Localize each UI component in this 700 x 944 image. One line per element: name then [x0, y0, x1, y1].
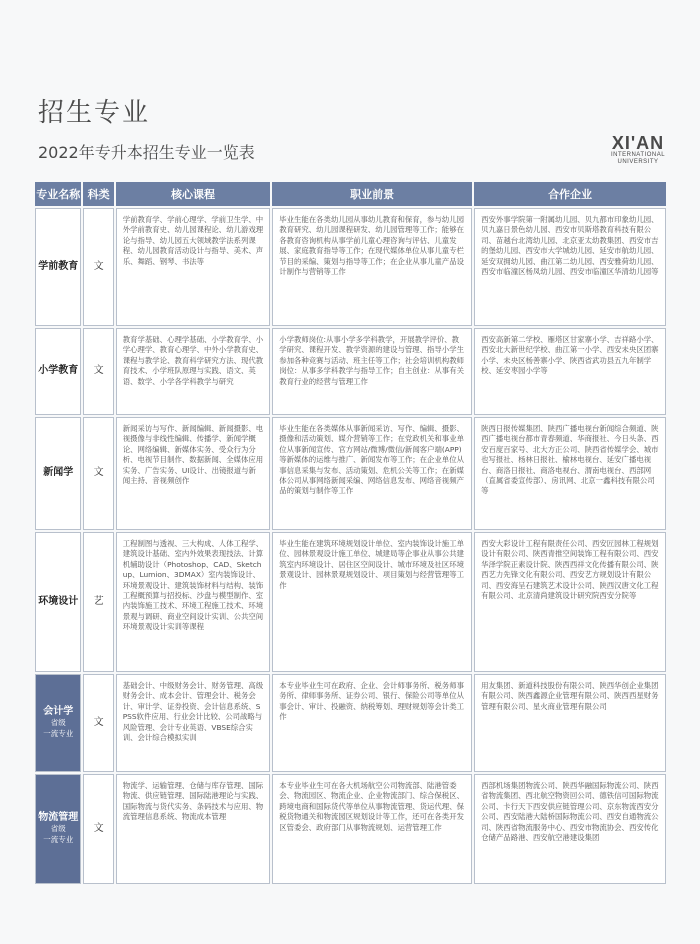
career-prospects: 毕业生能在各类幼儿园从事幼儿教育和保育，参与幼儿园教育研究、幼儿园课程研发、幼儿园管理等工作；能够在各教育咨询机构从事学前儿童心理咨询与评估、儿童发展、家庭教育指导等工作；在现代媒体单位从事儿童专栏节目的采编、策划与指导等工作；在企业从事儿童产品设计制作与营销等工作: [272, 208, 472, 326]
major-category: 文: [83, 674, 113, 772]
major-category: 文: [83, 417, 113, 530]
header-career-prospects: 职业前景: [272, 182, 472, 206]
major-category: 文: [83, 208, 113, 326]
major-level-note: 省级: [50, 718, 66, 728]
major-name: 学前教育: [35, 208, 81, 326]
majors-table: [33, 180, 668, 886]
major-category: 文: [83, 328, 113, 415]
header-partners: 合作企业: [474, 182, 666, 206]
major-name: 新闻学: [35, 417, 81, 530]
table-row: [35, 674, 666, 772]
major-name-cell: [35, 774, 81, 884]
career-prospects: 毕业生能在建筑环境规划设计单位、室内装饰设计施工单位、园林景观设计施工单位、城建局等企事业从事公共建筑室内环境设计、居住区空间设计、城市环境及社区环境景观设计、园林景观规划设计、项目策划与经营管理等工作: [272, 532, 472, 672]
career-prospects: 本专业毕业生可在各大机场航空公司物流部、陆港管委会、物流园区、物流企业、企业物流部门、综合保税区、跨境电商和国际货代等单位从事物流管理、货运代理、保税货物通关和物流园区规划设计等工作，还可在各类开发区管委会、政府部门从事物流规划、运营管理工作: [272, 774, 472, 884]
table-row: [35, 328, 666, 415]
career-prospects: 本专业毕业生可在政府、企业、会计师事务所、税务师事务所、律师事务所、证券公司、银行、保险公司等单位从事会计、审计、投融资、纳税筹划、理财规划等会计类工作: [272, 674, 472, 772]
career-prospects: 毕业生能在各类媒体从事新闻采访、写作、编辑、摄影、摄像和活动策划、媒介营销等工作；在党政机关和事业单位从事新闻宣传、官方网站/微博/微信/新闻客户端(APP)等新媒体的运维与推广、新闻发布等工作；在企业单位从事信息采集与发布、活动策划、危机公关等工作；在新媒体公司从事网络新闻采编、网络信息发布、网络音视频产品的策划与制作等工作: [272, 417, 472, 530]
table-row: [35, 417, 666, 530]
core-courses: 基础会计、中级财务会计、财务管理、高级财务会计、成本会计、管理会计、税务会计、审计学、证券投资、会计信息系统、SPSS软件应用、行业会计比较、公司战略与风险管理、会计专业英语、VBSE综合实训、会计综合模拟实训: [116, 674, 270, 772]
header-core-courses: 核心课程: [116, 182, 270, 206]
major-honor-note: 一流专业: [43, 729, 74, 739]
major-level-note: 省级: [50, 824, 66, 834]
major-name: 会计学: [43, 705, 74, 717]
partner-companies: 西部机场集团物流公司、陕西华融国际物流公司、陕西省物流集团、西北航空物资回公司、德铁信可国际物流公司、卡行天下西安供应链管理公司、京东物流西安分公司、西安陆港大陆桥国际物流公司、西安自通物流公司、陕西省物流服务中心、西安市物流协会、西安传化仓储产品路港、西安航空港建设集团: [474, 774, 666, 884]
partner-companies: 西安外事学院第一附属幼儿园、贝九都市印象幼儿园、贝九嘉日景色幼儿园、西安市贝斯塔教育科技有限公司、苗越台北湾幼儿园、北京亚太幼教集团、西安市吉的堡幼儿园、西安市大学城幼儿园、延安市航幼儿园、延安双拥幼儿园、曲江第二幼儿园、西安雅荷幼儿园、西安市临潼区杨凤幼儿园、西安市临潼区华清幼儿园等: [474, 208, 666, 326]
header-major-name: 专业名称: [35, 182, 81, 206]
logo-main-text: XI'AN: [611, 133, 665, 153]
major-name: 小学教育: [35, 328, 81, 415]
page-title: 招生专业: [38, 98, 151, 128]
major-category: 文: [83, 774, 113, 884]
major-name: 环境设计: [35, 532, 81, 672]
table-row: [35, 532, 666, 672]
core-courses: 物流学、运输管理、仓储与库存管理、国际物流、供应链管理、国际陆港理论与实践、国际物流与货代实务、条码技术与应用、物流管理信息系统、物流成本管理: [116, 774, 270, 884]
header-category: 科类: [83, 182, 113, 206]
partner-companies: 西安大彩设计工程有限责任公司、西安匠园林工程规划设计有限公司、陕西青推空间装饰工程有限公司、西安华泽学院正素设计院、陕西西祥文化传播有限公司、陕西艺力先锋文化有限公司、西安艺方规划设计有限公司、西安海呈石建筑艺术设计公司、陕西汉唐文化工程有限公司、北京清尚建筑设计研究院西安分院等: [474, 532, 666, 672]
major-honor-note: 一流专业: [43, 835, 74, 845]
major-category: 艺: [83, 532, 113, 672]
table-row: [35, 208, 666, 326]
table-row: [35, 774, 666, 884]
partner-companies: 用友集团、新道科技股份有限公司、陕西华创企业集团有限公司、陕西鑫源企业管理有限公司、陕西西星财务管理有限公司、星火商业管理有限公司: [474, 674, 666, 772]
partner-companies: 陕西日报传媒集团、陕西广播电视台新闻综合频道、陕西广播电视台都市青春频道、华商报社、今日头条、西安百度百家号、北大方正公司、陕西省传媒学会、城市也写报社、杨林日报社、榆林电视台、延安广播电视台、商洛日报社、商洛电视台、渭南电视台、西部网（直属省委宣传部）、房讯网、北京一鑫科技有限公司等: [474, 417, 666, 530]
core-courses: 学前教育学、学前心理学、学前卫生学、中外学前教育史、幼儿园课程论、幼儿游戏理论与指导、幼儿园五大领域教学法系列课程、幼儿园教育活动设计与指导、美术、声乐、舞蹈、钢琴、书法等: [116, 208, 270, 326]
table-header-row: [35, 182, 666, 206]
logo-line-1: INTERNATIONAL: [610, 152, 666, 158]
core-courses: 教育学基础、心理学基础、小学教育学、小学心理学、教育心理学、中外小学教育史、课程与教学论、教育科学研究方法、现代教育技术、小学班队原理与实践、语文、英语、数学、小学各学科教学与研究: [116, 328, 270, 415]
university-logo: [608, 134, 668, 166]
page-subtitle: 2022年专升本招生专业一览表: [38, 143, 255, 162]
core-courses: 工程制图与透视、三大构成、人体工程学、建筑设计基础、室内外效果表现技法、计算机辅助设计（Photoshop、CAD、Sketchup、Lumion、3DMAX）室内装饰设计、环境景观设计、建筑装饰材料与结构、装饰工程概预算与招投标、沙盘与模型制作、室内装饰施工技术、环境工程施工技术、环境景观与调研、商业空间设计实训、公共空间环境景观设计实训等课程: [116, 532, 270, 672]
partner-companies: 西安高新第二学校、雁塔区甘家寨小学、吉祥路小学、西安北大新世纪学校、曲江第一小学、西安未央区团寨小学、未央区杨善寨小学、陕西省武功县五九年制学校、延安枣园小学等: [474, 328, 666, 415]
major-name: 物流管理: [38, 811, 79, 823]
core-courses: 新闻采访与写作、新闻编辑、新闻摄影、电视摄像与非线性编辑、传播学、新闻学概论、网络编辑、新媒体实务、受众行为分析、电视节目制作、数据新闻、全媒体应用实务、广告实务、UI设计、出镜报道与新闻主持、音视频创作: [116, 417, 270, 530]
logo-line-2: UNIVERSITY: [617, 159, 659, 165]
major-name-cell: [35, 674, 81, 772]
career-prospects: 小学教师岗位:从事小学多学科教学，开展教学评价、教学研究、课程开发、教学资源的建设与管理、指导小学生参加各种竞赛与活动、班主任等工作；社会培训机构教师岗位：从事多学科教学与指导工作；自主创业：从事有关教育行业的经营与管理工作: [272, 328, 472, 415]
